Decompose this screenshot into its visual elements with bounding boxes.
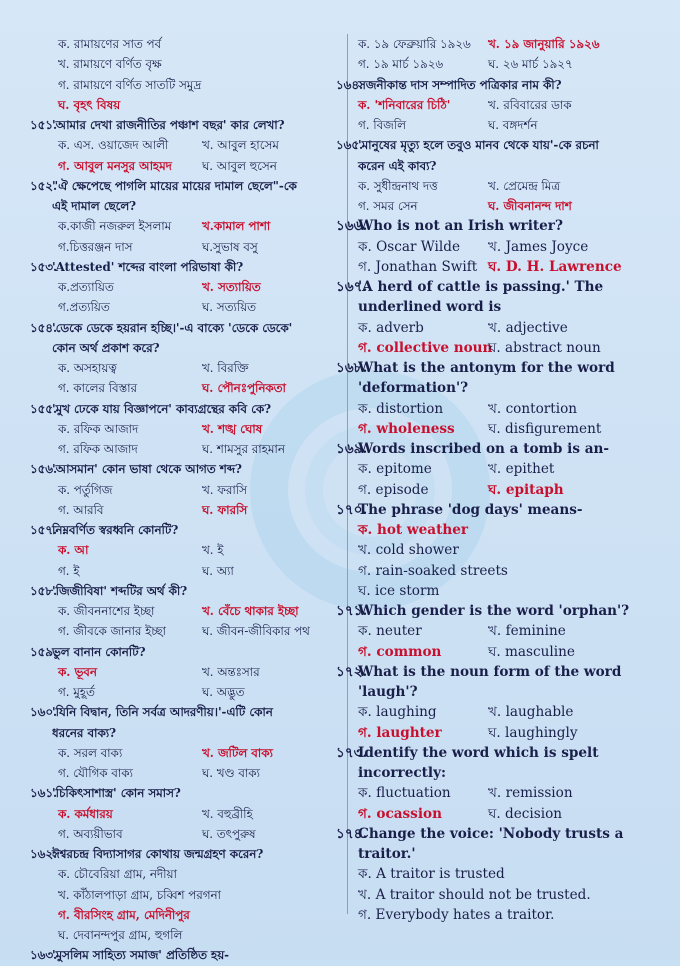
option: ঘ. জীবন-জীবিকার পথ <box>202 624 310 639</box>
left-column <box>30 34 346 966</box>
option: গ. বিজলি <box>358 118 406 132</box>
question-label: 'মানুষের মৃত্যু হলে তবুও মানব থেকে যায়'-কে রচনা <box>358 138 599 153</box>
option: খ. রামায়ণে বর্ণিত বৃক্ষ <box>58 57 162 72</box>
option-row <box>52 540 346 560</box>
question-number: ১৬৪. <box>336 77 364 92</box>
option: খ. epithet <box>488 461 555 478</box>
option: ক. laughing <box>358 704 437 721</box>
option-row <box>52 621 346 641</box>
option: ঘ. অ্যা <box>202 563 234 578</box>
question-label: What is the antonym for the word <box>358 360 615 376</box>
option-row <box>358 115 644 135</box>
question-label: 'যিনি বিদ্বান, তিনি সর্বত্র আদরণীয়।'-এটি কোন <box>52 705 273 720</box>
question-label: 'আমার দেখা রাজনীতির পঞ্চাশ বছর' কার লেখা? <box>52 118 285 132</box>
question-number: ১৬৭. <box>336 279 368 295</box>
question-label: 'A herd of cattle is passing.' The <box>358 279 604 295</box>
option-row <box>52 500 346 520</box>
option-row <box>52 135 346 155</box>
question-text <box>336 601 644 621</box>
option-row <box>358 723 644 743</box>
correct-option: খ. বেঁচে থাকার ইচ্ছা <box>202 604 299 618</box>
question-text <box>30 520 346 540</box>
question-number: ১৬৩. <box>30 948 58 963</box>
question-text <box>336 358 644 378</box>
correct-option: গ. wholeness <box>358 420 455 437</box>
correct-option: খ. শঙ্খ ঘোষ <box>202 421 263 436</box>
option: ক.প্রত্যায়িত <box>58 280 114 294</box>
question-label: Who is not an Irish writer? <box>358 218 563 235</box>
option: ঘ. masculine <box>488 643 575 660</box>
option: ক. সরল বাক্য <box>58 745 123 760</box>
correct-option: গ. collective noun <box>358 339 493 356</box>
option-row <box>358 702 644 722</box>
question-label: 'মুসলিম সাহিত্য সমাজ' প্রতিষ্ঠিত হয়- <box>52 948 230 963</box>
option: ক. fluctuation <box>358 785 451 802</box>
question-label: Identify the word which is spelt <box>358 744 599 761</box>
question-text <box>336 743 644 763</box>
correct-option: ঘ. epitaph <box>488 481 564 498</box>
correct-option: গ. common <box>358 643 442 660</box>
option: ঘ. দেবানন্দপুর গ্রাম, হুগলি <box>58 928 183 942</box>
option: ঘ. আবুল হুসেন <box>202 158 277 173</box>
question-number: ১৫৯. <box>30 644 58 659</box>
question-number: ১৫৪. <box>30 320 58 335</box>
option: ক. রফিক আজাদ <box>58 421 139 436</box>
question-number: ১৬১. <box>30 786 58 801</box>
question-number: ১৭১. <box>336 603 368 619</box>
question-label: ঈশ্বরচন্দ্র বিদ্যাসাগর কোথায় জন্মগ্রহণ করেন? <box>52 847 264 861</box>
question-label: Which gender is the word 'orphan'? <box>358 603 630 619</box>
question-text <box>30 702 346 722</box>
question-label: What is the noun form of the word <box>358 663 622 680</box>
correct-option: ক. 'শনিবারের চিঠি' <box>358 97 451 112</box>
option-row <box>358 621 644 641</box>
option: খ. ফরাসি <box>202 482 247 497</box>
option-row <box>52 804 346 824</box>
option: গ. ই <box>58 563 80 578</box>
option: ক. A traitor is trusted <box>358 866 505 883</box>
option-row <box>358 95 644 115</box>
option: গ. সমর সেন <box>358 199 418 213</box>
option: ক. Oscar Wilde <box>358 238 460 255</box>
option-row <box>358 54 644 74</box>
option: ক. জীবননাশের ইচ্ছা <box>58 604 155 618</box>
option: ঘ. অদ্ভুত <box>202 685 245 699</box>
question-label: 'চিকিৎসাশাস্ত্র' কোন সমাস? <box>52 786 181 801</box>
option-row <box>52 480 346 500</box>
question-label: সজনীকান্ত দাস সম্পাদিত পত্রিকার নাম কী? <box>358 77 562 92</box>
option: ঘ. তৎপুরুষ <box>202 826 256 841</box>
question-number: ১৭০. <box>336 501 368 518</box>
option: গ. যৌগিক বাক্য <box>58 766 133 780</box>
correct-option: ক. ভূবন <box>58 664 97 679</box>
question-label: 'Attested' শব্দের বাংলা পরিভাষা কী? <box>52 259 244 274</box>
option: ঘ. সত্যয়িত <box>202 300 257 315</box>
question-text <box>30 115 346 135</box>
correct-option: ক. আ <box>58 543 89 558</box>
correct-option: ক. hot weather <box>358 522 469 538</box>
option: গ. অব্যয়ীভাব <box>58 826 123 841</box>
option-row <box>52 763 346 783</box>
question-text <box>30 642 346 662</box>
option: গ. ১৯ মার্চ ১৯২৬ <box>358 57 444 72</box>
option-row <box>358 642 644 662</box>
option: ক. পর্তুগিজ <box>58 482 113 497</box>
question-text <box>30 176 346 196</box>
correct-option: ঘ. জীবনানন্দ দাশ <box>488 199 572 213</box>
question-number: ১৬৬. <box>336 218 368 235</box>
question-text <box>30 945 346 965</box>
option: ক. সুধীন্দ্রনাথ দত্ত <box>358 178 438 193</box>
correct-option: খ. জটিল বাক্য <box>202 745 273 760</box>
question-continuation <box>358 378 644 398</box>
question-text <box>336 277 644 297</box>
question-text <box>30 318 346 338</box>
option-row <box>52 682 346 702</box>
question-continuation <box>358 156 644 176</box>
option-row <box>52 662 346 682</box>
option-row <box>52 277 346 297</box>
question-text <box>336 216 644 236</box>
question-label: traitor.' <box>358 846 416 862</box>
option-row <box>52 237 346 257</box>
option: খ. feminine <box>488 623 566 640</box>
question-label: 'deformation'? <box>358 380 469 397</box>
option: গ. মুহূর্ত <box>58 685 95 699</box>
option: ঘ. abstract noun <box>488 339 601 356</box>
question-label: 'আসমান' কোন ভাষা থেকে আগত শব্দ? <box>52 462 242 477</box>
option-row <box>358 480 644 500</box>
option: গ. Everybody hates a traitor. <box>358 906 555 923</box>
option: খ. laughable <box>488 704 574 721</box>
question-text <box>336 75 644 95</box>
option-row <box>358 318 644 338</box>
question-continuation <box>52 338 346 358</box>
question-label: ধরনের বাক্য? <box>52 725 117 740</box>
option: খ. বহুব্রীহি <box>202 806 253 821</box>
question-label: এই দামাল ছেলে? <box>52 199 137 213</box>
option: খ. cold shower <box>358 542 459 559</box>
option: ঘ. ২৬ মার্চ ১৯২৭ <box>488 57 573 72</box>
question-number: ১৫৬. <box>30 462 58 477</box>
question-text <box>336 135 644 155</box>
question-number: ১৬৮. <box>336 360 368 376</box>
question-text <box>336 500 644 520</box>
question-label: Words inscribed on a tomb is an- <box>358 441 610 457</box>
question-number: ১৫৫. <box>30 401 58 416</box>
option: খ. বিরক্তি <box>202 361 249 375</box>
option: খ. কাঁঠালপাড়া গ্রাম, চব্বিশ পরগনা <box>58 887 221 902</box>
option: ঘ. ice storm <box>358 582 440 599</box>
option: খ. A traitor should not be trusted. <box>358 886 591 903</box>
question-label: Change the voice: 'Nobody trusts a <box>358 825 624 842</box>
option: ক. ১৯ ফেব্রুয়ারি ১৯২৬ <box>358 37 471 51</box>
question-text <box>30 581 346 601</box>
question-number: ১৫৮. <box>30 583 58 598</box>
option: ক. epitome <box>358 461 432 478</box>
option: গ. episode <box>358 481 429 498</box>
option-row <box>52 419 346 439</box>
option-row <box>358 783 644 803</box>
question-continuation <box>358 763 644 783</box>
option: ঘ. laughingly <box>488 724 578 741</box>
option: ক. রামায়ণের সাত পর্ব <box>58 37 162 51</box>
question-number: ১৬০. <box>30 705 58 720</box>
option: গ.প্রত্যয়িত <box>58 300 110 315</box>
correct-option: ঘ. D. H. Lawrence <box>488 258 622 275</box>
question-label: ভুল বানান কোনটি? <box>52 644 146 659</box>
option: ঘ.সুভাষ বসু <box>202 239 258 254</box>
correct-option: গ. ocassion <box>358 805 442 822</box>
question-label: 'জিজীবিষা' শব্দটির অর্থ কী? <box>52 583 188 598</box>
correct-option: ঘ. বৃহৎ বিষয় <box>58 97 121 112</box>
option-row <box>358 237 644 257</box>
option: খ. অন্তঃসার <box>202 664 260 679</box>
question-text <box>336 824 644 844</box>
option: খ. James Joyce <box>488 238 589 255</box>
option-row <box>52 216 346 236</box>
question-text <box>30 783 346 803</box>
question-label: কোন অর্থ প্রকাশ করে? <box>52 340 160 355</box>
question-continuation <box>52 196 346 216</box>
option-row <box>358 459 644 479</box>
correct-option: ঘ. ফারসি <box>202 502 248 517</box>
question-number: ১৬২. <box>30 847 58 861</box>
correct-option: গ. আবুল মনসুর আহমদ <box>58 158 172 173</box>
option-row <box>52 743 346 763</box>
option: ঘ. খণ্ড বাক্য <box>202 766 260 780</box>
question-label: underlined word is <box>358 299 502 316</box>
question-number: ১৫২. <box>30 178 58 193</box>
right-column <box>336 34 644 925</box>
question-label: 'laugh'? <box>358 684 418 700</box>
question-label: করেন এই কাব্য? <box>358 158 437 173</box>
correct-option: ক. কর্মধারয় <box>58 806 113 821</box>
correct-option: গ. বীরসিংহ গ্রাম, মেদিনীপুর <box>58 907 190 922</box>
option: গ.চিত্তরঞ্জন দাস <box>58 239 133 254</box>
option: ক. neuter <box>358 623 422 640</box>
question-number: ১৫১. <box>30 118 58 132</box>
option: গ. Jonathan Swift <box>358 258 478 275</box>
option-row <box>358 399 644 419</box>
question-number: ১৫৩. <box>30 259 58 274</box>
question-text <box>336 439 644 459</box>
question-text <box>336 662 644 682</box>
correct-option: খ. ১৯ জানুয়ারি ১৯২৬ <box>488 37 600 51</box>
correct-option: গ. laughter <box>358 724 442 741</box>
correct-option: খ. সত্যায়িত <box>202 280 261 294</box>
question-number: ১৭২. <box>336 663 368 680</box>
option-row <box>52 378 346 398</box>
option: গ. জীবকে জানার ইচ্ছা <box>58 624 166 639</box>
option: গ. কালের বিস্তার <box>58 381 138 396</box>
question-text <box>30 459 346 479</box>
option: গ. রামায়ণে বর্ণিত সাতটি সমুদ্র <box>58 77 202 92</box>
question-label: The phrase 'dog days' means- <box>358 501 583 518</box>
question-number: ১৬৫. <box>336 138 364 153</box>
question-number: ১৫৭. <box>30 523 58 537</box>
question-label: incorrectly: <box>358 765 447 781</box>
option-row <box>358 419 644 439</box>
option-row <box>52 561 346 581</box>
option: ক. adverb <box>358 319 424 336</box>
option: ক. চৌবেরিয়া গ্রাম, নদীয়া <box>58 867 177 882</box>
option: গ. rain-soaked streets <box>358 562 508 579</box>
question-text <box>30 844 346 864</box>
option: ক. অসহায়ত্ব <box>58 361 117 375</box>
correct-option: খ.কামাল পাশা <box>202 219 271 234</box>
option-row <box>358 338 644 358</box>
option-row <box>52 824 346 844</box>
option: খ. আবুল হাসেম <box>202 138 279 153</box>
question-label: 'ডেকে ডেকে হয়রান হচ্ছি।'-এ বাক্যে 'ডেকে ডেকে' <box>52 320 293 335</box>
option: খ. প্রেমেন্দ্র মিত্র <box>488 178 561 193</box>
question-continuation <box>358 682 644 702</box>
option-row <box>358 804 644 824</box>
option: ঘ. disfigurement <box>488 420 602 437</box>
question-number: ১৬৯. <box>336 441 368 457</box>
option-row <box>52 156 346 176</box>
question-label: 'মুখ ঢেকে যায় বিজ্ঞাপনে' কাব্যগ্রন্থের কবি কে? <box>52 401 272 416</box>
question-text <box>30 399 346 419</box>
option-row <box>52 297 346 317</box>
option: ঘ. decision <box>488 805 563 822</box>
option-row <box>52 439 346 459</box>
option: খ. contortion <box>488 400 578 417</box>
option-row <box>52 358 346 378</box>
option-row <box>358 257 644 277</box>
option: ক. এস. ওয়াজেদ আলী <box>58 138 169 153</box>
option: খ. ই <box>202 543 224 558</box>
option: গ. রফিক আজাদ <box>58 442 138 456</box>
question-text <box>30 257 346 277</box>
question-continuation <box>358 297 644 317</box>
question-number: ১৭৪. <box>336 825 368 842</box>
option: ঘ. বঙ্গদর্শন <box>488 118 538 132</box>
option: খ. রবিবারের ডাক <box>488 97 572 112</box>
question-number: ১৭৩. <box>336 744 368 761</box>
option-row <box>358 196 644 216</box>
question-continuation <box>358 844 644 864</box>
option: গ. আরবি <box>58 502 104 517</box>
question-label: "ঐ ক্ষেপেছে পাগলি মায়ের মায়ের দামাল ছেলে"-কে <box>52 178 297 193</box>
option: খ. remission <box>488 785 573 802</box>
option-row <box>358 34 644 54</box>
option-row <box>52 601 346 621</box>
question-label: নিম্নবর্ণিত স্বরধ্বনি কোনটি? <box>52 523 179 537</box>
option: ক. distortion <box>358 400 444 417</box>
option: খ. adjective <box>488 319 568 336</box>
option: ক.কাজী নজরুল ইসলাম <box>58 219 172 234</box>
option: ঘ. শামসুর রাহমান <box>202 442 285 456</box>
question-continuation <box>52 723 346 743</box>
option-row <box>358 176 644 196</box>
correct-option: ঘ. পৌনঃপুনিকতা <box>202 381 286 396</box>
column-divider <box>347 34 348 914</box>
